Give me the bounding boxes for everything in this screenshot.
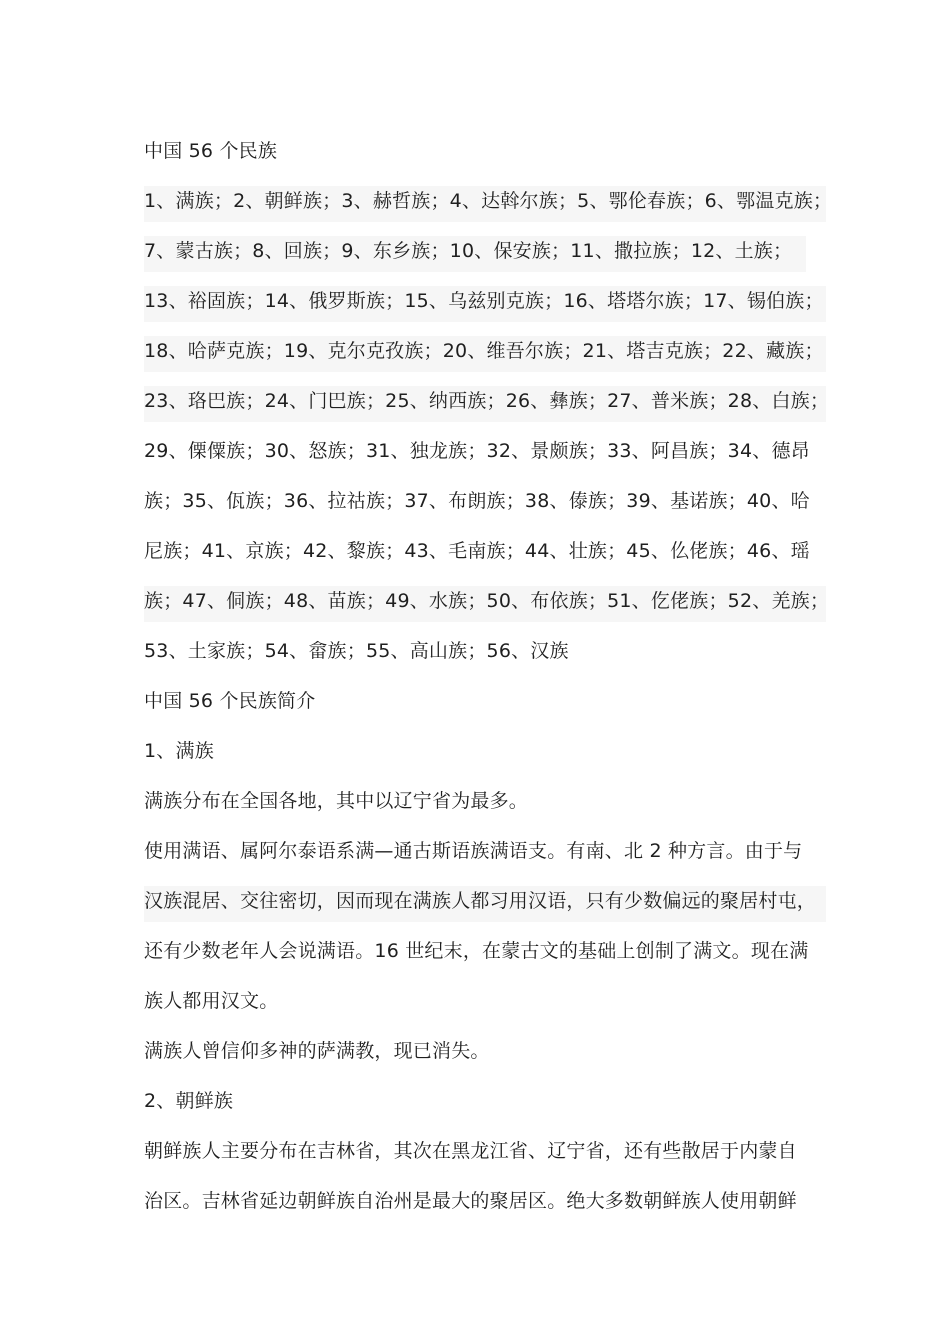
list-line: 53、土家族；54、畲族；55、高山族；56、汉族: [144, 640, 569, 662]
list-line: 族；47、侗族；48、苗族；49、水族；50、布依族；51、仡佬族；52、羌族；: [144, 590, 830, 612]
list-line: 18、哈萨克族；19、克尔克孜族；20、维吾尔族；21、塔吉克族；22、藏族；: [144, 340, 824, 362]
paragraph-line: 还有少数老年人会说满语。16 世纪末，在蒙古文的基础上创制了满文。现在满: [144, 940, 809, 962]
paragraph-line: 汉族混居、交往密切，因而现在满族人都习用汉语，只有少数偏远的聚居村屯，: [144, 890, 817, 912]
paragraph: 满族人曾信仰多神的萨满教，现已消失。: [144, 1040, 490, 1062]
paragraph-line: 使用满语、属阿尔泰语系满—通古斯语族满语支。有南、北 2 种方言。由于与: [144, 840, 803, 862]
list-line: 7、蒙古族；8、回族；9、东乡族；10、保安族；11、撒拉族；12、土族；: [144, 240, 793, 262]
intro-heading: 中国 56 个民族简介: [144, 690, 316, 712]
paragraph: 满族分布在全国各地，其中以辽宁省为最多。: [144, 790, 529, 812]
list-heading: 中国 56 个民族: [144, 140, 278, 162]
list-line: 23、珞巴族；24、门巴族；25、纳西族；26、彝族；27、普米族；28、白族；: [144, 390, 830, 412]
section-title: 2、朝鲜族: [144, 1090, 234, 1112]
list-line: 尼族；41、京族；42、黎族；43、毛南族；44、壮族；45、仫佬族；46、瑶: [144, 540, 810, 562]
list-line: 29、傈僳族；30、怒族；31、独龙族；32、景颇族；33、阿昌族；34、德昂: [144, 440, 810, 462]
list-line: 13、裕固族；14、俄罗斯族；15、乌兹别克族；16、塔塔尔族；17、锡伯族；: [144, 290, 824, 312]
list-line: 1、满族；2、朝鲜族；3、赫哲族；4、达斡尔族；5、鄂伦春族；6、鄂温克族；: [144, 190, 833, 212]
list-line: 族；35、佤族；36、拉祜族；37、布朗族；38、傣族；39、基诺族；40、哈: [144, 490, 810, 512]
section-title: 1、满族: [144, 740, 214, 762]
paragraph-line: 族人都用汉文。: [144, 990, 279, 1012]
paragraph-line: 治区。吉林省延边朝鲜族自治州是最大的聚居区。绝大多数朝鲜族人使用朝鲜: [144, 1190, 797, 1212]
paragraph-line: 朝鲜族人主要分布在吉林省，其次在黑龙江省、辽宁省，还有些散居于内蒙自: [144, 1140, 797, 1162]
